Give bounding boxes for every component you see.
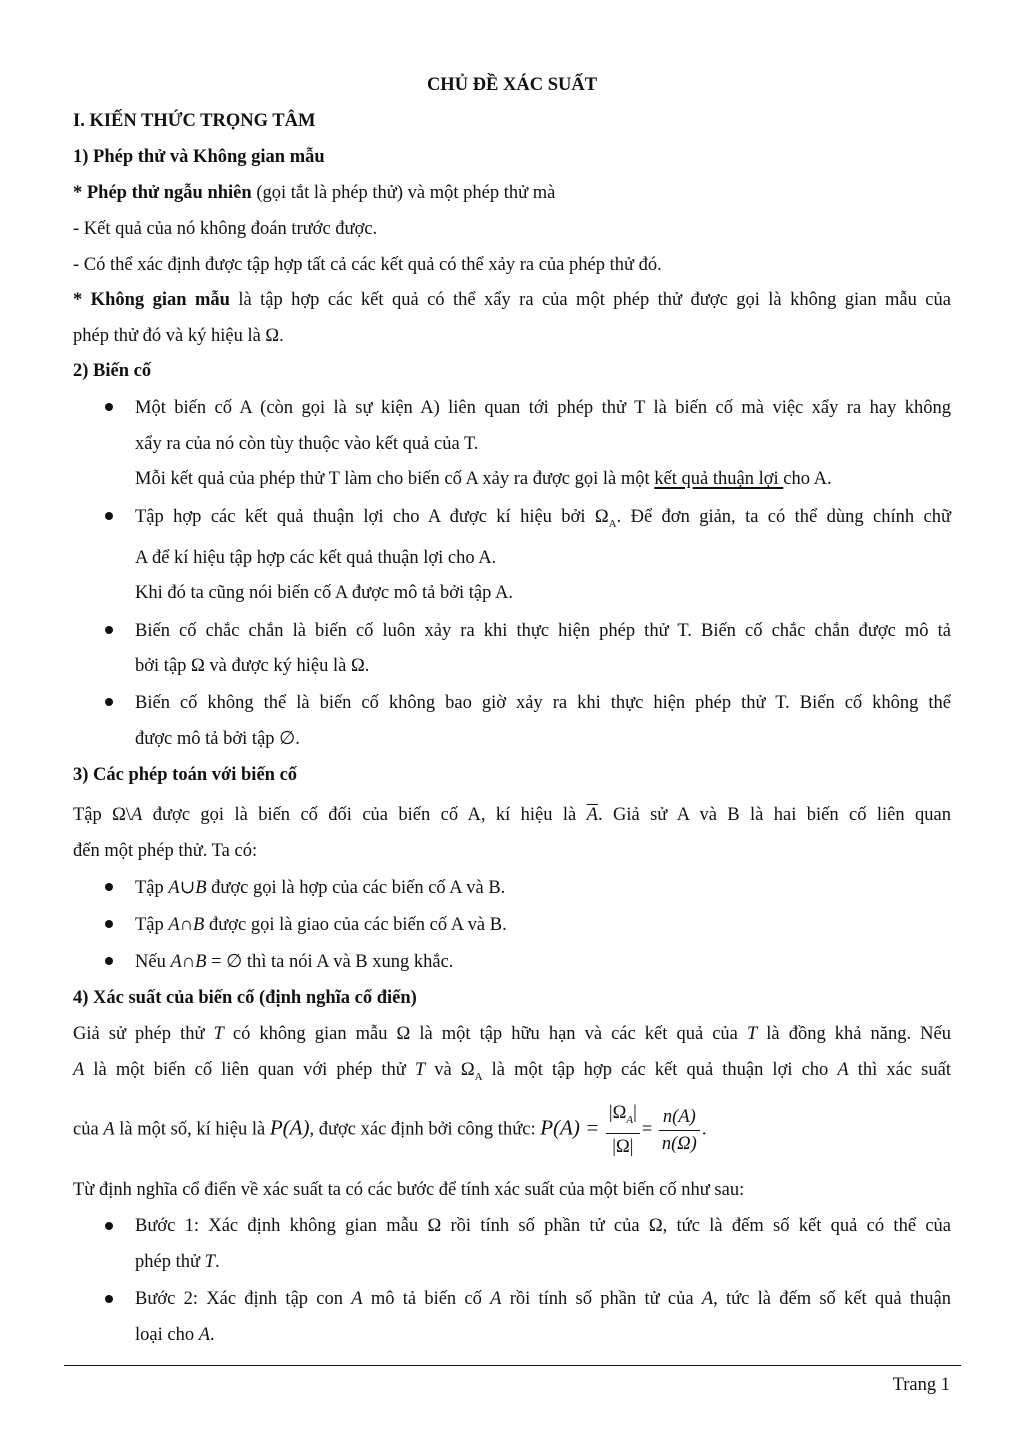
equals: =	[641, 1119, 653, 1140]
bullet-text	[135, 950, 453, 974]
bullet-icon	[105, 883, 113, 891]
text: và Ω	[425, 1060, 475, 1080]
dash-item: - Có thể xác định được tập hợp tất cả các kết quả có thể xảy ra của phép thử đó.	[73, 255, 662, 275]
text: Nếu	[135, 952, 171, 972]
part2-heading: 2) Biến cố	[73, 361, 152, 381]
math: A∩B	[170, 952, 207, 972]
fraction-omega-a	[606, 1100, 640, 1160]
bullet-text: xẩy ra của nó còn tùy thuộc vào kết quả của T.	[135, 434, 479, 454]
text: , được xác định bởi công thức:	[309, 1119, 541, 1140]
text: Tập	[135, 878, 169, 898]
bullet-text	[135, 467, 832, 491]
math: T	[204, 1252, 215, 1272]
text: Tập Ω\	[73, 805, 132, 825]
text: thì xác suất	[848, 1060, 951, 1080]
text: có không gian mẫu Ω là một tập hữu hạn và các kết quả của	[223, 1024, 747, 1044]
step-1-cont	[135, 1250, 220, 1274]
part3-heading: 3) Các phép toán với biến cố	[73, 765, 298, 785]
fraction-count	[659, 1104, 700, 1157]
text: loại cho	[135, 1325, 199, 1345]
part1-heading: 1) Phép thử và Không gian mẫu	[73, 147, 325, 167]
text: (gọi tắt là phép thử) và một phép thử mà	[251, 183, 556, 203]
bullet-text: Biến cố không thể là biến cố không bao giờ xảy ra khi thực hiện phép thử T. Biến cố không thể	[135, 693, 951, 713]
text: . Giả sử A và B là hai biến cố liên quan	[597, 805, 951, 825]
probability-formula-line	[73, 1100, 706, 1160]
text: là một tập hợp các kết quả thuận lợi cho	[482, 1060, 838, 1080]
denominator: |Ω|	[612, 1137, 634, 1157]
math: A	[351, 1289, 363, 1309]
bullet-text: Khi đó ta cũng nói biến cố A được mô tả bởi tập A.	[135, 583, 513, 603]
text: là một số, kí hiệu là	[114, 1119, 270, 1140]
bullet-text: Một biến cố A (còn gọi là sự kiện A) liên quan tới phép thử T là biến cố mà việc xẩy ra hay không	[135, 398, 951, 418]
text: rồi tính số phần tử của	[501, 1289, 702, 1309]
numerator: $|\Omega_A|$	[606, 1100, 640, 1134]
bullet-icon	[105, 920, 113, 928]
math: A∩B	[168, 915, 205, 935]
bullet-icon	[105, 512, 113, 520]
step-2-cont	[135, 1323, 215, 1347]
definition-sample-space	[73, 288, 951, 312]
math: A	[837, 1060, 849, 1080]
text: là tập hợp các kết quả có thể xẩy ra của một phép thử được gọi là không gian mẫu của	[229, 290, 951, 310]
bullet-icon	[105, 957, 113, 965]
text: .	[214, 1252, 220, 1272]
denominator: n(Ω)	[661, 1133, 697, 1154]
text: Mỗi kết quả của phép thử T làm cho biến cố A xảy ra được gọi là một	[135, 469, 655, 489]
text: Tập hợp các kết quả thuận lợi cho A được kí hiệu bởi Ω	[135, 507, 609, 527]
math-complement: $\overline{A}$	[586, 805, 598, 825]
footer-divider	[64, 1365, 961, 1366]
part4-heading: 4) Xác suất của biến cố (định nghĩa cổ điển)	[73, 988, 417, 1008]
period: .	[701, 1119, 707, 1140]
math: T	[213, 1024, 224, 1044]
step-2	[135, 1287, 951, 1311]
bullet-text	[135, 913, 507, 937]
term: * Không gian mẫu	[73, 290, 230, 310]
math: T	[746, 1024, 758, 1044]
dash-item: - Kết quả của nó không đoán trước được.	[73, 219, 378, 239]
complement-paragraph	[73, 803, 951, 827]
text: là một biến cố liên quan với phép thử	[84, 1060, 415, 1080]
term: * Phép thử ngẫu nhiên	[73, 183, 252, 203]
math: A	[701, 1289, 714, 1309]
text: được gọi là hợp của các biến cố A và B.	[206, 878, 506, 898]
math: A	[73, 1060, 85, 1080]
step-1: Bước 1: Xác định không gian mẫu Ω rồi tính số phần tử của Ω, tức là đếm số kết quả có thể của	[135, 1216, 951, 1236]
text: của	[73, 1119, 104, 1140]
page-number: Trang 1	[892, 1375, 950, 1395]
text: thì ta nói A và B xung khắc.	[242, 952, 454, 972]
text: mô tả biến cố	[362, 1289, 491, 1309]
subscript: A	[608, 518, 617, 530]
math: A	[198, 1325, 211, 1345]
bullet-text: bởi tập Ω và được ký hiệu là Ω.	[135, 656, 370, 676]
bullet-icon	[105, 1295, 113, 1303]
text-line: phép thử đó và ký hiệu là Ω.	[73, 326, 284, 346]
bullet-text	[135, 876, 505, 900]
underlined-term: kết quả thuận lợi	[654, 469, 784, 489]
bullet-icon	[105, 1222, 113, 1230]
document-title: CHỦ ĐỀ XÁC SUẤT	[426, 75, 598, 95]
bullet-icon	[105, 403, 113, 411]
math: A∪B	[168, 878, 207, 898]
text: .	[210, 1325, 215, 1345]
bullet-text: Biến cố chắc chắn là biến cố luôn xảy ra khi thực hiện phép thử T. Biến cố chắc chắn được mô tả	[135, 621, 951, 641]
text-line: đến một phép thử. Ta có:	[73, 841, 258, 861]
math: A	[490, 1289, 502, 1309]
definition-paragraph	[73, 1058, 951, 1089]
text: được gọi là biến cố đối của biến cố A, kí hiệu là	[142, 805, 587, 825]
text: Tập	[135, 915, 169, 935]
definition-random-trial	[73, 181, 555, 205]
math: A	[131, 805, 143, 825]
text: Bước 2: Xác định tập con	[135, 1289, 352, 1309]
text-line: Từ định nghĩa cổ điển về xác suất ta có các bước để tính xác suất của một biến cố như sau:	[73, 1180, 745, 1200]
text: là đồng khả năng. Nếu	[757, 1024, 951, 1044]
math: T	[414, 1060, 426, 1080]
math: P(A)	[269, 1115, 310, 1140]
subscript: A	[474, 1071, 483, 1083]
text: cho A.	[783, 469, 832, 489]
bullet-text	[135, 505, 951, 536]
text: được gọi là giao của các biến cố A và B.	[204, 915, 507, 935]
numerator: n(A)	[659, 1104, 700, 1131]
text: . Để đơn giản, ta có thể dùng chính chữ	[616, 507, 951, 527]
text: , tức là đếm số kết quả thuận	[713, 1289, 951, 1309]
definition-paragraph	[73, 1022, 951, 1046]
math: = ∅	[206, 952, 243, 972]
math: A	[103, 1119, 115, 1140]
formula-lhs: P(A) =	[540, 1115, 600, 1140]
text: phép thử	[135, 1252, 205, 1272]
bullet-icon	[105, 698, 113, 706]
bullet-text: được mô tả bởi tập ∅.	[135, 729, 300, 749]
bullet-icon	[105, 626, 113, 634]
bullet-text: A để kí hiệu tập hợp các kết quả thuận lợi cho A.	[135, 548, 497, 568]
text: Giả sử phép thử	[73, 1024, 214, 1044]
section-heading: I. KIẾN THỨC TRỌNG TÂM	[73, 111, 316, 131]
